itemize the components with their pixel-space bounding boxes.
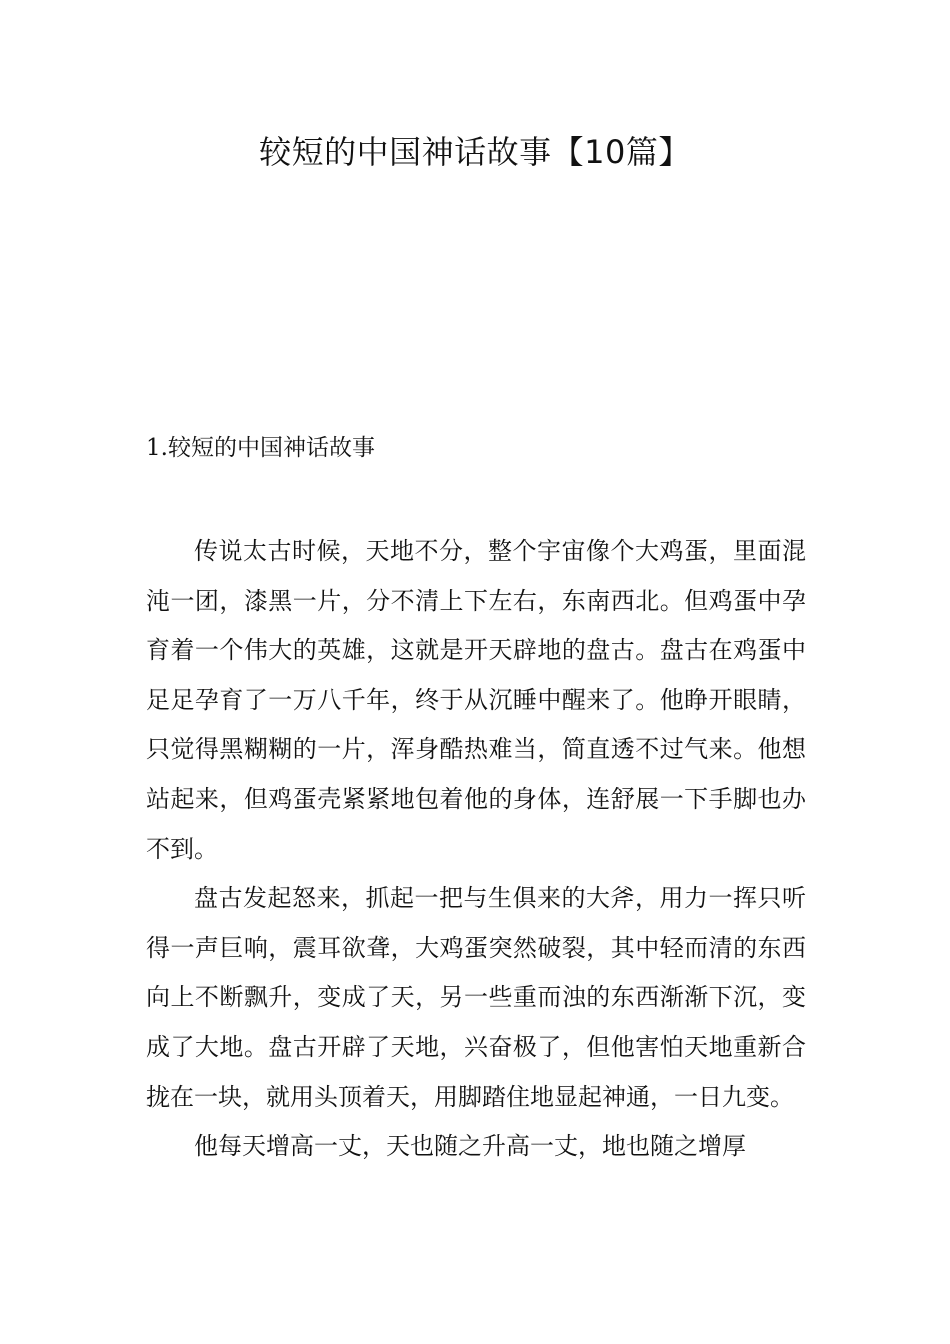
paragraph-1: 传说太古时候，天地不分，整个宇宙像个大鸡蛋，里面混沌一团，漆黑一片，分不清上下左右，东南西北。但鸡蛋中孕育着一个伟大的英雄，这就是开天辟地的盘古。盘古在鸡蛋中足足孕育了一万八千年，终于从沉睡中醒来了。他睁开眼睛，只觉得黑糊糊的一片，浑身酷热难当，简直透不过气来。他想站起来，但鸡蛋壳紧紧地包着他的身体，连舒展一下手脚也办不到。 (146, 537, 806, 863)
paragraph-3: 他每天增高一丈，天也随之升高一丈，地也随之增厚 (194, 1132, 746, 1161)
document-title: 较短的中国神话故事【10篇】 (259, 133, 691, 171)
body-text (146, 527, 806, 1172)
paragraph-2: 盘古发起怒来，抓起一把与生俱来的大斧，用力一挥只听得一声巨响，震耳欲聋，大鸡蛋突然破裂，其中轻而清的东西向上不断飘升，变成了天，另一些重而浊的东西渐渐下沉，变成了大地。盘古开辟了天地，兴奋极了，但他害怕天地重新合拢在一块，就用头顶着天，用脚踏住地显起神通，一日九变。 (146, 884, 806, 1111)
section-heading: 1.较短的中国神话故事 (146, 435, 375, 461)
